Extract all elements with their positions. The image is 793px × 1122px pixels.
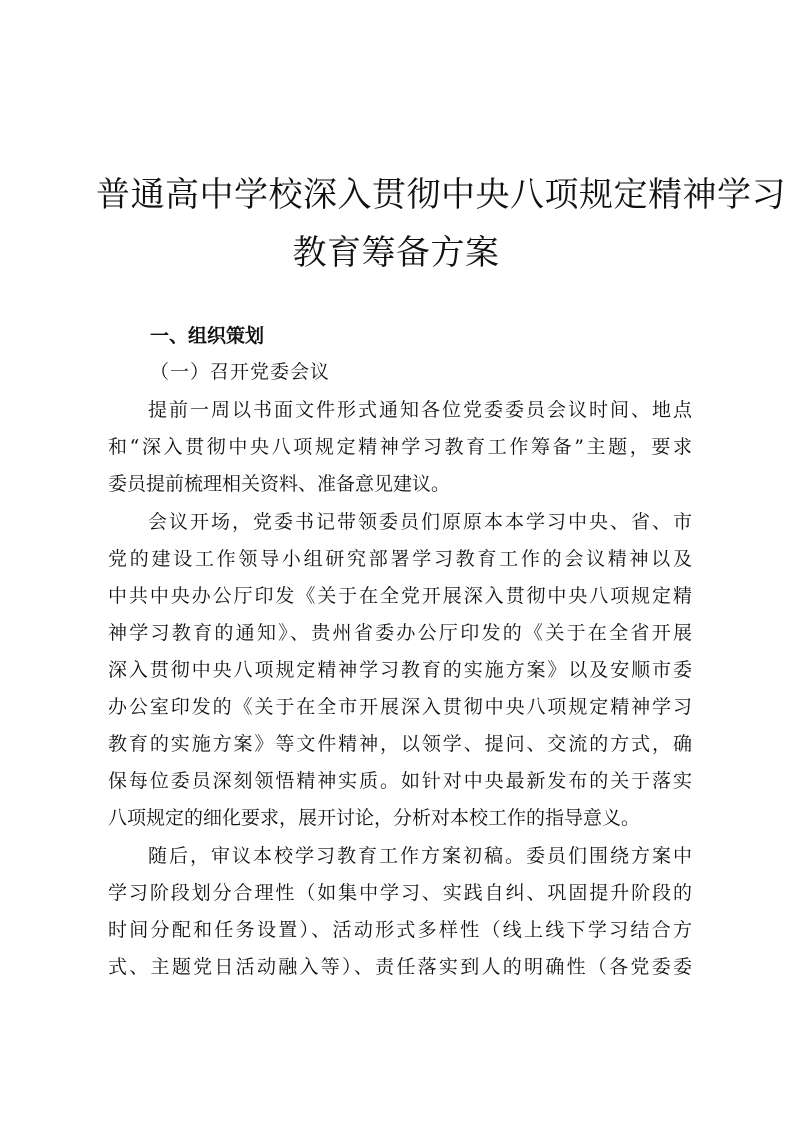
paragraph-3-line-3: 时间分配和任务设置）、活动形式多样性（线上线下学习结合方 bbox=[108, 919, 692, 941]
paragraph-2-line-4: 神学习教育的通知》、贵州省委办公厅印发的《关于在全省开展 bbox=[108, 622, 692, 644]
paragraph-2-line-2: 党的建设工作领导小组研究部署学习教育工作的会议精神以及 bbox=[108, 548, 692, 570]
document-title-line2: 教育筹备方案 bbox=[292, 233, 500, 273]
paragraph-1-line-3: 委员提前梳理相关资料、准备意见建议。 bbox=[108, 473, 451, 495]
paragraph-2-line-6: 办公室印发的《关于在全市开展深入贯彻中央八项规定精神学习 bbox=[108, 696, 692, 718]
paragraph-2-line-7: 教育的实施方案》等文件精神，以领学、提问、交流的方式，确 bbox=[108, 733, 692, 755]
paragraph-3-line-1: 随后，审议本校学习教育工作方案初稿。委员们围绕方案中 bbox=[148, 845, 692, 867]
paragraph-2-line-5: 深入贯彻中央八项规定精神学习教育的实施方案》以及安顺市委 bbox=[108, 659, 692, 681]
subsection-heading: （一）召开党委会议 bbox=[150, 361, 331, 383]
section-heading: 一、组织策划 bbox=[150, 325, 265, 347]
paragraph-2-line-1: 会议开场，党委书记带领委员们原原本本学习中央、省、市 bbox=[148, 511, 692, 533]
paragraph-2-line-3: 中共中央办公厅印发《关于在全党开展深入贯彻中央八项规定精 bbox=[108, 585, 692, 607]
document-title-line1: 普通高中学校深入贯彻中央八项规定精神学习 bbox=[96, 175, 786, 215]
paragraph-3-line-2: 学习阶段划分合理性（如集中学习、实践自纠、巩固提升阶段的 bbox=[108, 882, 692, 904]
paragraph-1-line-1: 提前一周以书面文件形式通知各位党委委员会议时间、地点 bbox=[148, 399, 692, 421]
paragraph-1-line-2: 和“深入贯彻中央八项规定精神学习教育工作筹备”主题，要求 bbox=[108, 436, 692, 458]
paragraph-2-line-9: 八项规定的细化要求，展开讨论，分析对本校工作的指导意义。 bbox=[108, 807, 641, 829]
paragraph-2-line-8: 保每位委员深刻领悟精神实质。如针对中央最新发布的关于落实 bbox=[108, 770, 692, 792]
paragraph-3-line-4: 式、主题党日活动融入等）、责任落实到人的明确性（各党委委 bbox=[108, 956, 692, 978]
